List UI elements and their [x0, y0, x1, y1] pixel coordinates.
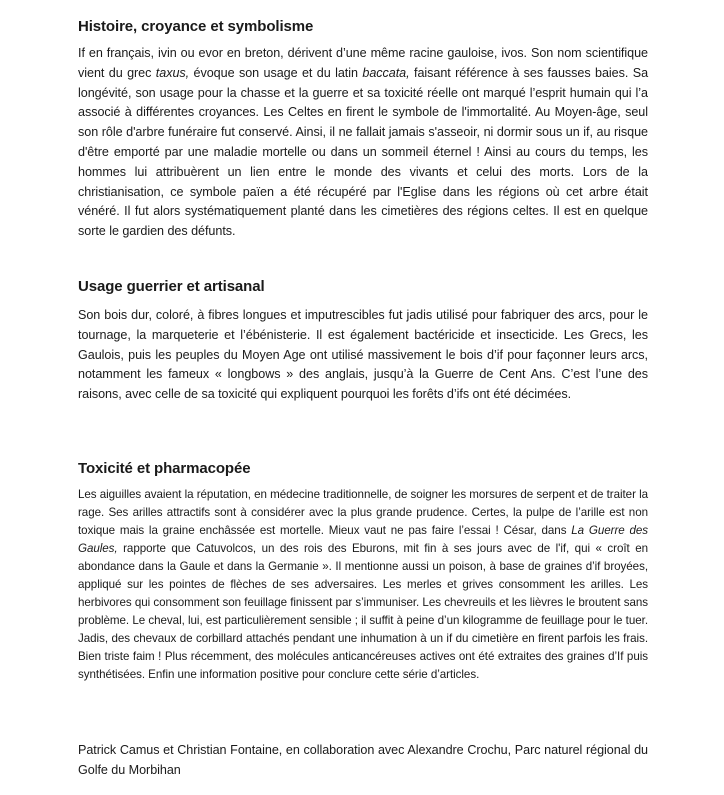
section-paragraph-toxicite [78, 486, 648, 684]
italic-text-run: baccata, [362, 65, 410, 80]
author-credit: Patrick Camus et Christian Fontaine, en collaboration avec Alexandre Crochu, Parc naturel régional du Golfe du Morbihan [78, 743, 648, 777]
text-run: Les aiguilles avaient la réputation, en médecine traditionnelle, de soigner les morsures de serpent et de traiter la rage. Ses arilles attractifs sont à considérer avec la plus grande prudence. Certes, la pulpe de l’arille est non toxique mais la graine enchâssée est mortelle. Mieux vaut ne pas faire l’essai ! César, dans [78, 488, 648, 537]
text-run: évoque son usage et du latin [189, 65, 363, 80]
section-paragraph-histoire [78, 44, 648, 242]
italic-text-run: La Guerre des Gaules, [78, 524, 649, 555]
text-run: rapporte que Catuvolcos, un des rois des Eburons, mit fin à ses jours avec de l'if, qui « croît en abondance dans la Gaule et dans la Germanie ». Il mentionne aussi un poison, à base de graines d’if broyées, appliqué sur les pointes de flèches de ses adversaires. Les merles et grives consomment les arilles. Les herbivores qui consomment son feuillage finissent par s’immuniser. Les chevreuils et les lièvres le broutent sans problème. Le cheval, lui, est particulièrement sensible ; il suffit à peine d’un kilogramme de feuillage pour le tuer. Jadis, des chevaux de corbillard attachés pendant une inhumation à un if du cimetière en firent parfois les frais. Bien triste faim ! Plus récemment, des molécules anticancéreuses actives ont été extraites des graines d’If puis synthétisées. Enfin une information positive pour conclure cette série d’articles. [78, 542, 648, 681]
section-heading-usage: Usage guerrier et artisanal [78, 278, 265, 295]
section-heading-toxicite: Toxicité et pharmacopée [78, 460, 251, 477]
text-run: faisant référence à ses fausses baies. Sa longévité, son usage pour la chasse et la guerre et sa toxicité réelle ont marqué l’esprit humain qui l’a associé à différentes croyances. Les Celtes en firent le symbole de l'immortalité. Au Moyen-âge, seul son rôle d'arbre funéraire fut conservé. Ainsi, il ne fallait jamais s'asseoir, ni dormir sous un if, au risque d'être emporté par une maladie mortelle ou dans un sommeil éternel ! Ainsi au cours du temps, les hommes lui attribuèrent un lien entre le monde des vivants et celui des morts. Lors de la christianisation, ce symbole païen a été récupéré par l'Eglise dans les régions où cet arbre était vénéré. Il fut alors systématiquement planté dans les cimetières des régions celtes. Il est en quelque sorte le gardien des défunts. [78, 65, 649, 239]
italic-text-run: taxus, [155, 65, 190, 80]
text-run: Son bois dur, coloré, à fibres longues et imputrescibles fut jadis utilisé pour fabriquer des arcs, pour le tournage, la marqueterie et l’ébénisterie. Il est également bactéricide et insecticide. Les Grecs, les Gaulois, puis les peuples du Moyen Age ont utilisé massivement le bois d’if pour façonner leurs arcs, notamment les fameux « longbows » des anglais, jusqu’à la Guerre de Cent Ans. C’est l’une des raisons, avec celle de sa toxicité qui expliquent pourquoi les forêts d’ifs ont été décimées. [78, 308, 648, 402]
text-run: If en français, ivin ou evor en breton, dérivent d’une même racine gauloise, ivos. Son nom scientifique vient du grec [78, 46, 648, 80]
section-paragraph-usage [78, 306, 648, 405]
section-heading-histoire: Histoire, croyance et symbolisme [78, 18, 314, 35]
